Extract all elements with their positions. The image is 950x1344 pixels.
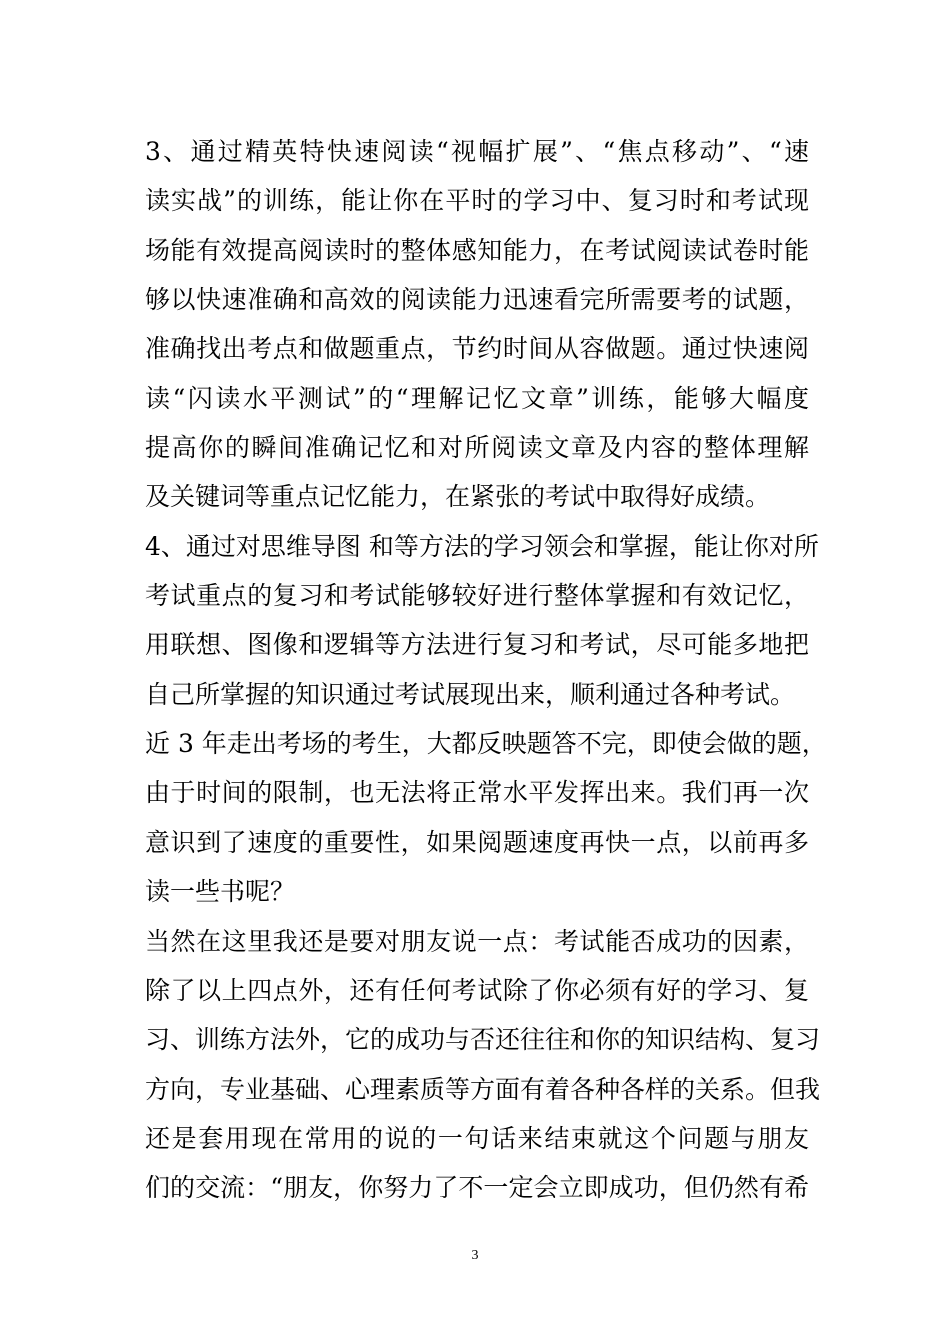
text-line: 们的交流：“朋友，你努力了不一定会立即成功，但仍然有希 [145, 1173, 809, 1203]
text-line: 够以快速准确和高效的阅读能力迅速看完所需要考的试题， [145, 285, 809, 315]
text-line: 当然在这里我还是要对朋友说一点：考试能否成功的因素， [145, 926, 809, 956]
text-line: 除了以上四点外，还有任何考试除了你必须有好的学习、复 [145, 975, 809, 1005]
text-line: 自己所掌握的知识通过考试展现出来，顺利通过各种考试。 [145, 679, 796, 709]
text-line: 考试重点的复习和考试能够较好进行整体掌握和有效记忆， [145, 581, 809, 611]
text-line: 场能有效提高阅读时的整体感知能力，在考试阅读试卷时能 [145, 235, 809, 265]
text-line: 提高你的瞬间准确记忆和对所阅读文章及内容的整体理解 [145, 433, 809, 463]
text-line: 读“闪读水平测试”的“理解记忆文章”训练，能够大幅度 [145, 383, 809, 413]
text-line: 意识到了速度的重要性，如果阅题速度再快一点，以前再多 [145, 827, 809, 857]
text-line: 还是套用现在常用的说的一句话来结束就这个问题与朋友 [145, 1123, 809, 1153]
page-number: 3 [471, 1248, 479, 1263]
text-line: 近 3 年走出考场的考生，大都反映题答不完，即使会做的题， [145, 729, 827, 759]
text-line: 读一些书呢？ [145, 877, 296, 907]
text-line: 读实战”的训练，能让你在平时的学习中、复习时和考试现 [145, 186, 809, 216]
text-line: 4、通过对思维导图 和等方法的学习领会和掌握，能让你对所 [145, 531, 819, 561]
text-line: 用联想、图像和逻辑等方法进行复习和考试，尽可能多地把 [145, 630, 809, 660]
text-line: 3、通过精英特快速阅读“视幅扩展”、“焦点移动”、“速 [145, 137, 809, 166]
text-line: 由于时间的限制，也无法将正常水平发挥出来。我们再一次 [145, 778, 809, 808]
text-line: 准确找出考点和做题重点，节约时间从容做题。通过快速阅 [145, 334, 809, 364]
text-line: 方向，专业基础、心理素质等方面有着各种各样的关系。但我 [145, 1074, 821, 1104]
text-line: 习、训练方法外，它的成功与否还往往和你的知识结构、复习 [145, 1025, 821, 1055]
text-line: 及关键词等重点记忆能力，在紧张的考试中取得好成绩。 [145, 482, 771, 512]
body-text [145, 127, 827, 1213]
